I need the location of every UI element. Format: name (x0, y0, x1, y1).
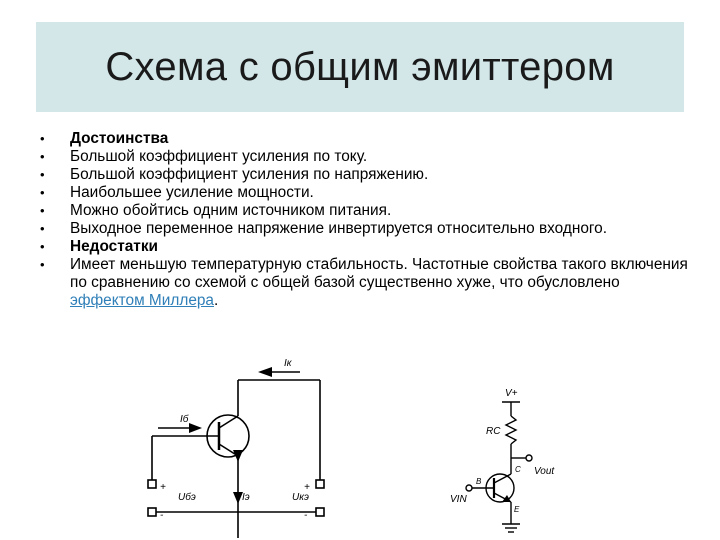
bullet-marker: • (40, 221, 45, 236)
bullet-marker: • (40, 239, 45, 254)
label-e: E (514, 505, 520, 514)
list-item-text: Большой коэффициент усиления по току. (70, 148, 368, 165)
common-emitter-diagram-right (466, 402, 532, 532)
label-ie: Iэ (242, 492, 250, 503)
list-item-text: Наибольшее усиление мощности. (70, 184, 314, 201)
miller-text-before: Имеет меньшую температурную стабильность. Частотные свойства такого включения по сравнению со схемой с общей базой существенно хуже, что обусловлено (70, 256, 688, 291)
resistor-rc (506, 416, 516, 444)
common-emitter-diagram-left (148, 367, 324, 538)
section-heading-advantages: Достоинства (70, 130, 169, 147)
label-plus-right: + (304, 482, 310, 493)
label-plus-left: + (160, 482, 166, 493)
bullet-marker: • (40, 203, 45, 218)
bullet-marker: • (40, 257, 45, 272)
label-ube: Uбэ (178, 492, 196, 503)
miller-text-after: . (214, 292, 219, 309)
bullet-marker: • (40, 131, 45, 146)
ib-arrow-head (189, 423, 202, 433)
bullet-marker: • (40, 149, 45, 164)
label-vplus: V+ (505, 388, 518, 399)
label-uke: Uкэ (292, 492, 309, 503)
terminal-collector-minus (316, 508, 324, 516)
right-diagram-labels (450, 388, 555, 514)
section-heading-disadvantages: Недостатки (70, 238, 159, 255)
label-vout: Vout (534, 466, 555, 477)
vin-terminal (466, 485, 472, 491)
bullet-marker: • (40, 185, 45, 200)
label-ik: Iк (284, 358, 292, 369)
label-ib: Iб (180, 414, 189, 425)
ik-arrow-head (258, 367, 272, 377)
label-vin: VIN (450, 494, 467, 505)
terminal-collector-plus (316, 480, 324, 488)
miller-effect-link[interactable]: эффектом Миллера (70, 292, 214, 309)
terminal-base-minus (148, 508, 156, 516)
list-item-text: Выходное переменное напряжение инвертируется относительно входного. (70, 220, 608, 237)
bullet-marker: • (40, 167, 45, 182)
label-minus-left: - (160, 510, 164, 521)
label-rc: RC (486, 426, 501, 437)
label-b: B (476, 477, 482, 486)
right-collector-lead (494, 474, 511, 483)
list-item-text: Большой коэффициент усиления по напряжению. (70, 166, 429, 183)
vout-terminal (526, 455, 532, 461)
slide-title: Схема с общим эмиттером (105, 44, 615, 89)
list-item-text: Можно обойтись одним источником питания. (70, 202, 392, 219)
terminal-base-plus (148, 480, 156, 488)
label-minus-right: - (304, 510, 308, 521)
label-c: C (515, 465, 521, 474)
collector-lead (219, 416, 238, 428)
